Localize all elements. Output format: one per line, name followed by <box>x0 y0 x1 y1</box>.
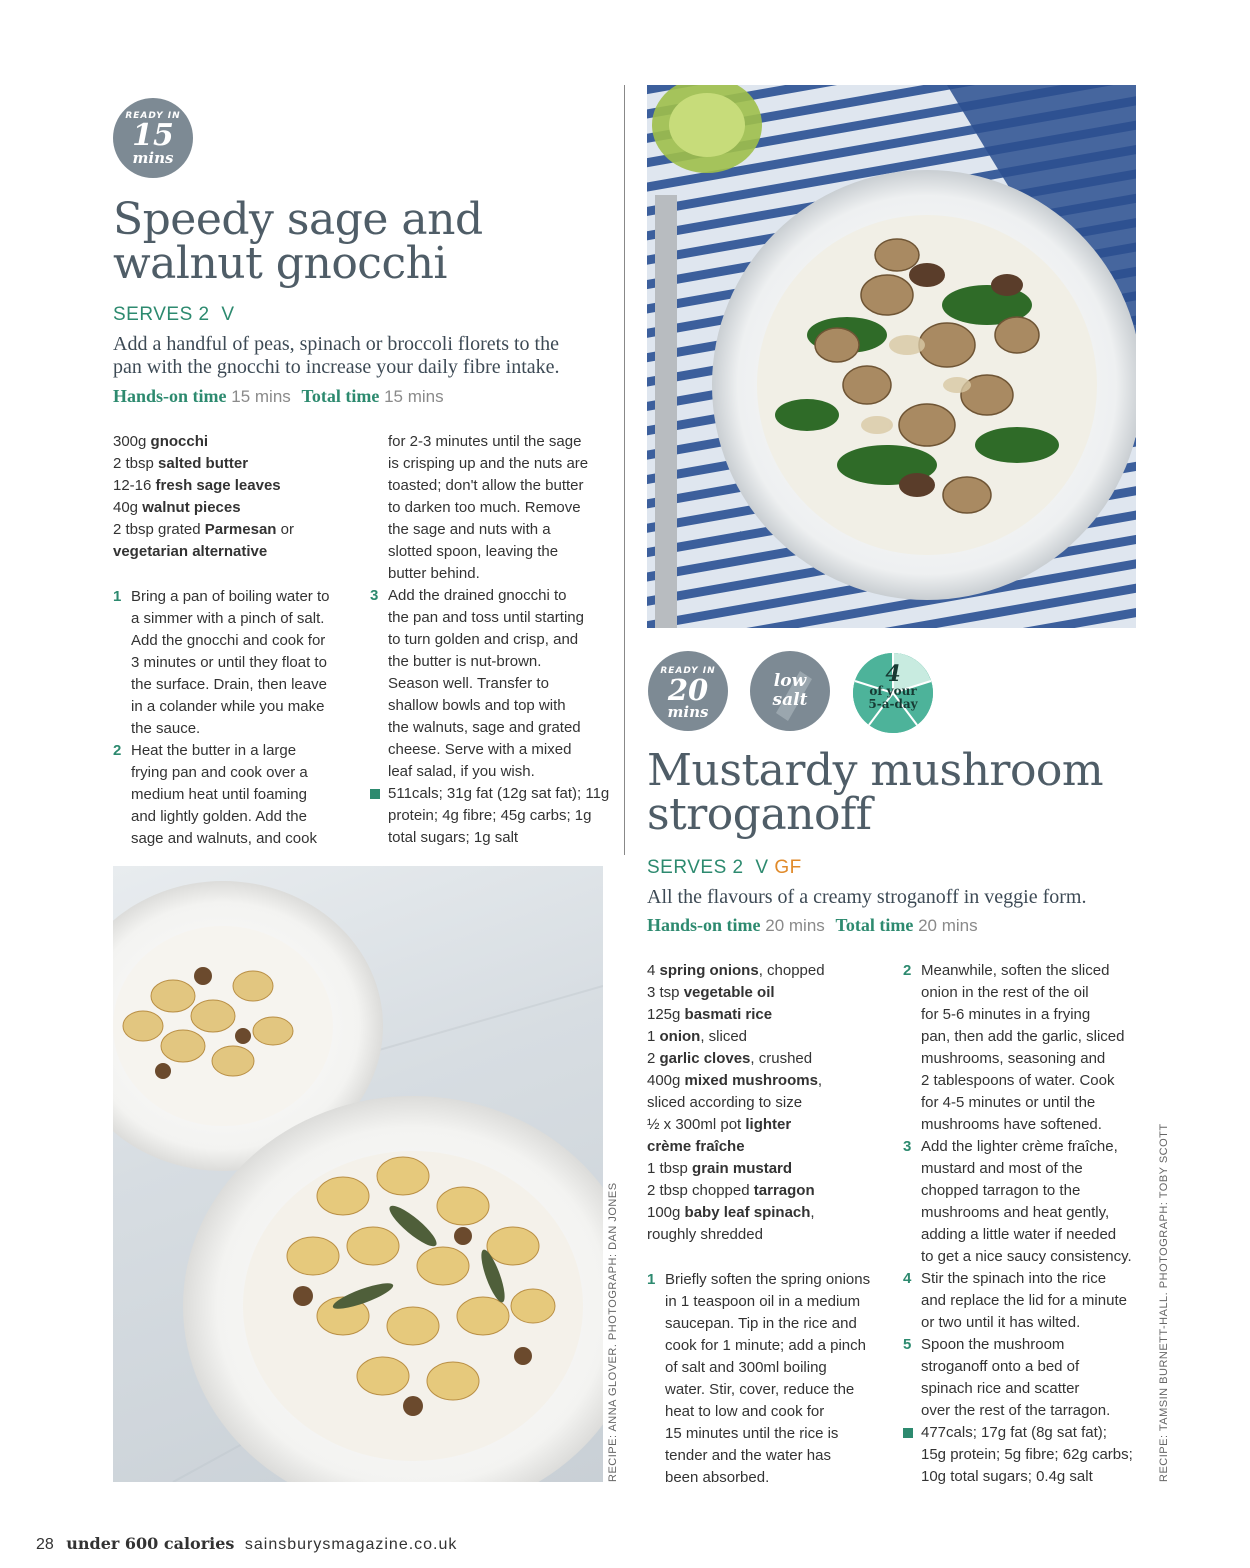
ingredient-item: 300g gnocchi <box>113 433 209 450</box>
timing-info <box>647 915 978 936</box>
ingredient-name: tarragon <box>753 1182 815 1199</box>
total-time-label: Total time <box>835 915 914 935</box>
ingredient-item: 125g basmati rice <box>647 1006 773 1023</box>
step-line: to turn golden and crisp, and <box>388 631 579 648</box>
step-line: Heat the butter in a large <box>131 742 297 759</box>
method-step <box>113 586 353 740</box>
vegetarian-tag: V <box>221 304 235 325</box>
ingredient-item: 1 onion, sliced <box>647 1028 748 1045</box>
step-line: and lightly golden. Add the <box>131 808 307 825</box>
badge-number: 15 <box>132 118 174 153</box>
badge-salt-label: salt <box>772 690 808 710</box>
nutrition-info <box>370 783 610 849</box>
step-number: 1 <box>113 588 122 605</box>
website-link[interactable]: sainsburysmagazine.co.uk <box>244 1536 458 1553</box>
step-line: 3 minutes or until they float to <box>131 654 327 671</box>
badge-ready-label: READY IN <box>660 666 716 676</box>
step-number: 4 <box>903 1270 912 1287</box>
badge-number: 4 <box>885 661 901 687</box>
ingredient-item <box>113 541 363 563</box>
magazine-section: under 600 calories <box>66 1534 235 1553</box>
gnocchi-illustration <box>113 866 603 1482</box>
title-line: Speedy sage and <box>113 194 483 245</box>
step-number: 3 <box>370 587 379 604</box>
step-line: heat to low and cook for <box>665 1403 825 1420</box>
step-line: to get a nice saucy consistency. <box>921 1248 1132 1265</box>
column-divider <box>624 85 625 855</box>
method-column <box>903 960 1153 1488</box>
recipe-title <box>113 194 483 289</box>
step-line: the sauce. <box>131 720 201 737</box>
badge-unit: mins <box>132 149 174 167</box>
hands-on-label: Hands-on time <box>113 386 227 406</box>
ingredient-item: 4 spring onions, chopped <box>647 962 825 979</box>
gnocchi-photo <box>113 866 603 1482</box>
title-line: stroganoff <box>647 789 872 840</box>
nutrition-line: 10g total sugars; 0.4g salt <box>921 1468 1093 1485</box>
method-column <box>370 431 610 849</box>
ingredient-name: Parmesan <box>204 521 277 538</box>
nutrition-line: protein; 4g fibre; 45g carbs; 1g <box>388 807 592 824</box>
ingredient-list <box>113 431 363 563</box>
ingredient-name: spring onions <box>659 962 759 979</box>
hands-on-value: 20 mins <box>765 916 825 935</box>
ingredient-name: vegetarian alternative <box>113 543 268 560</box>
step-number: 1 <box>647 1271 656 1288</box>
total-time-value: 15 mins <box>384 387 444 406</box>
timing-info <box>113 386 444 407</box>
step-line: the surface. Drain, then leave <box>131 676 327 693</box>
badge-ready-label: READY IN <box>125 111 181 121</box>
step-line: mushrooms, seasoning and <box>921 1050 1106 1067</box>
step-line: Season well. Transfer to <box>388 675 549 692</box>
low-salt-badge <box>750 651 830 731</box>
page-footer <box>36 1534 457 1554</box>
step-line: the butter is nut-brown. <box>388 653 542 670</box>
ingredient-item: 2 tbsp salted butter <box>113 455 249 472</box>
step-line: cheese. Serve with a mixed <box>388 741 572 758</box>
total-time-label: Total time <box>301 386 380 406</box>
serves-label: SERVES 2 <box>113 304 210 325</box>
step-number: 3 <box>903 1138 912 1155</box>
hands-on-label: Hands-on time <box>647 915 761 935</box>
ingredient-name: onion <box>659 1028 701 1045</box>
step-line: Add the lighter crème fraîche, <box>921 1138 1118 1155</box>
step-line: Add the gnocchi and cook for <box>131 632 326 649</box>
ingredient-name: salted butter <box>158 455 249 472</box>
step-line: and replace the lid for a minute <box>921 1292 1127 1309</box>
ingredient-name: vegetable oil <box>683 984 775 1001</box>
step-line: chopped tarragon to the <box>921 1182 1081 1199</box>
serves-info <box>113 304 235 326</box>
method-step <box>903 1268 1153 1334</box>
step-line: butter behind. <box>388 565 480 582</box>
step-line: mustard and most of the <box>921 1160 1083 1177</box>
step-line: frying pan and cook over a <box>131 764 308 781</box>
five-a-day-badge <box>853 653 933 733</box>
ingredient-name: basmati rice <box>684 1006 773 1023</box>
hands-on-value: 15 mins <box>231 387 291 406</box>
method-step <box>113 740 353 850</box>
nutrition-square-icon <box>370 789 380 799</box>
step-line: of salt and 300ml boiling <box>665 1359 827 1376</box>
ingredient-item: ½ x 300ml pot lighter <box>647 1116 792 1133</box>
nutrition-info <box>903 1422 1153 1488</box>
ingredient-item: 2 tbsp chopped tarragon <box>647 1182 815 1199</box>
gluten-free-tag: GF <box>774 857 802 878</box>
step-line: is crisping up and the nuts are <box>388 455 589 472</box>
step-line: leaf salad, if you wish. <box>388 763 535 780</box>
recipe-title <box>647 745 1104 840</box>
step-line: or two until it has wilted. <box>921 1314 1081 1331</box>
method-column <box>113 586 353 850</box>
page-number: 28 <box>36 1536 54 1553</box>
step-line: 15 minutes until the rice is <box>665 1425 839 1442</box>
intro-line: pan with the gnocchi to increase your daily fibre intake. <box>113 356 560 378</box>
ingredient-name: mixed mushrooms <box>684 1072 818 1089</box>
step-line: for 4-5 minutes or until the <box>921 1094 1096 1111</box>
step-line: been absorbed. <box>665 1469 770 1486</box>
step-line: water. Stir, cover, reduce the <box>665 1381 855 1398</box>
step-line: in a colander while you make <box>131 698 325 715</box>
step-number: 5 <box>903 1336 912 1353</box>
nutrition-line: 477cals; 17g fat (8g sat fat); <box>921 1424 1107 1441</box>
step-line: saucepan. Tip in the rice and <box>665 1315 857 1332</box>
ingredient-name: lighter <box>745 1116 792 1133</box>
step-line: in 1 teaspoon oil in a medium <box>665 1293 861 1310</box>
ingredient-item: 400g mixed mushrooms, <box>647 1072 823 1089</box>
step-line: Bring a pan of boiling water to <box>131 588 330 605</box>
serves-label: SERVES 2 <box>647 857 744 878</box>
nutrition-line: 15g protein; 5g fibre; 62g carbs; <box>921 1446 1133 1463</box>
method-step <box>903 1136 1153 1268</box>
badge-low-label: low <box>773 671 807 691</box>
step-line: Add the drained gnocchi to <box>388 587 567 604</box>
ingredient-name: crème fraîche <box>647 1138 745 1155</box>
ingredient-item: sliced according to size <box>647 1094 803 1111</box>
step-line: medium heat until foaming <box>131 786 307 803</box>
step-line: mushrooms and heat gently, <box>921 1204 1110 1221</box>
ingredient-item: 3 tsp vegetable oil <box>647 984 775 1001</box>
ingredient-item: 40g walnut pieces <box>113 499 241 516</box>
method-step <box>903 1334 1153 1422</box>
method-step-continued <box>370 431 610 585</box>
step-line: Spoon the mushroom <box>921 1336 1065 1353</box>
nutrition-line: total sugars; 1g salt <box>388 829 519 846</box>
ready-in-badge <box>648 651 728 731</box>
ingredient-list <box>647 960 887 1246</box>
step-number: 2 <box>903 962 912 979</box>
title-line: walnut gnocchi <box>113 238 447 289</box>
step-line: Stir the spinach into the rice <box>921 1270 1107 1287</box>
badge-of-your: of your <box>869 684 917 698</box>
step-line: sage and walnuts, and cook <box>131 830 317 847</box>
step-line: mushrooms have softened. <box>921 1116 1102 1133</box>
nutrition-line: 511cals; 31g fat (12g sat fat); 11g <box>388 785 610 802</box>
ingredient-name: baby leaf spinach <box>684 1204 811 1221</box>
ingredient-item: 2 garlic cloves, crushed <box>647 1050 813 1067</box>
step-line: adding a little water if needed <box>921 1226 1117 1243</box>
step-line: Briefly soften the spring onions <box>665 1271 871 1288</box>
recipe-intro <box>113 333 613 379</box>
method-step <box>647 1269 892 1489</box>
ingredient-name: fresh sage leaves <box>155 477 281 494</box>
step-number: 2 <box>113 742 122 759</box>
step-line: to darken too much. Remove <box>388 499 581 516</box>
step-line: stroganoff onto a bed of <box>921 1358 1080 1375</box>
step-line: the pan and toss until starting <box>388 609 584 626</box>
vegetarian-tag: V <box>755 857 769 878</box>
step-line: Meanwhile, soften the sliced <box>921 962 1110 979</box>
stroganoff-illustration <box>647 85 1136 628</box>
method-column <box>647 1269 892 1489</box>
step-line: a simmer with a pinch of salt. <box>131 610 325 627</box>
step-line: toasted; don't allow the butter <box>388 477 584 494</box>
ingredient-item: 1 tbsp grain mustard <box>647 1160 793 1177</box>
ingredient-name: walnut pieces <box>142 499 241 516</box>
step-line: onion in the rest of the oil <box>921 984 1089 1001</box>
ingredient-name: garlic cloves <box>659 1050 751 1067</box>
step-line: for 2-3 minutes until the sage <box>388 433 582 450</box>
photo-credit: RECIPE: TAMSIN BURNETT-HALL. PHOTOGRAPH: TOBY SCOTT <box>1158 1123 1170 1482</box>
ingredient-item: 2 tbsp grated Parmesan or <box>113 521 294 538</box>
step-line: pan, then add the garlic, sliced <box>921 1028 1125 1045</box>
ingredient-name: gnocchi <box>150 433 209 450</box>
ingredient-item: 12-16 fresh sage leaves <box>113 477 281 494</box>
ingredient-item: 100g baby leaf spinach, <box>647 1204 815 1221</box>
step-line: spinach rice and scatter <box>921 1380 1080 1397</box>
title-line: Mustardy mushroom <box>647 745 1104 796</box>
photo-credit: RECIPE: ANNA GLOVER. PHOTOGRAPH: DAN JONES <box>607 1182 619 1482</box>
badge-unit: mins <box>667 703 709 721</box>
step-line: cook for 1 minute; add a pinch <box>665 1337 866 1354</box>
method-step <box>903 960 1153 1136</box>
step-line: over the rest of the tarragon. <box>921 1402 1111 1419</box>
step-line: the walnuts, sage and grated <box>388 719 581 736</box>
method-step <box>370 585 610 783</box>
ingredient-item: roughly shredded <box>647 1226 763 1243</box>
step-line: for 5-6 minutes in a frying <box>921 1006 1091 1023</box>
total-time-value: 20 mins <box>918 916 978 935</box>
step-line: slotted spoon, leaving the <box>388 543 559 560</box>
ingredient-item <box>647 1136 887 1158</box>
step-line: shallow bowls and top with <box>388 697 566 714</box>
serves-info <box>647 857 802 879</box>
recipe-intro: All the flavours of a creamy stroganoff in veggie form. <box>647 886 1087 908</box>
step-line: 2 tablespoons of water. Cook <box>921 1072 1115 1089</box>
ready-in-badge <box>113 98 193 178</box>
step-line: tender and the water has <box>665 1447 831 1464</box>
stroganoff-photo <box>647 85 1136 628</box>
nutrition-square-icon <box>903 1428 913 1438</box>
ingredient-name: grain mustard <box>692 1160 793 1177</box>
badge-five-a-day: 5-a-day <box>868 697 918 711</box>
intro-line: Add a handful of peas, spinach or broccoli florets to the <box>113 333 559 355</box>
step-line: the sage and nuts with a <box>388 521 551 538</box>
badge-number: 20 <box>667 673 709 707</box>
